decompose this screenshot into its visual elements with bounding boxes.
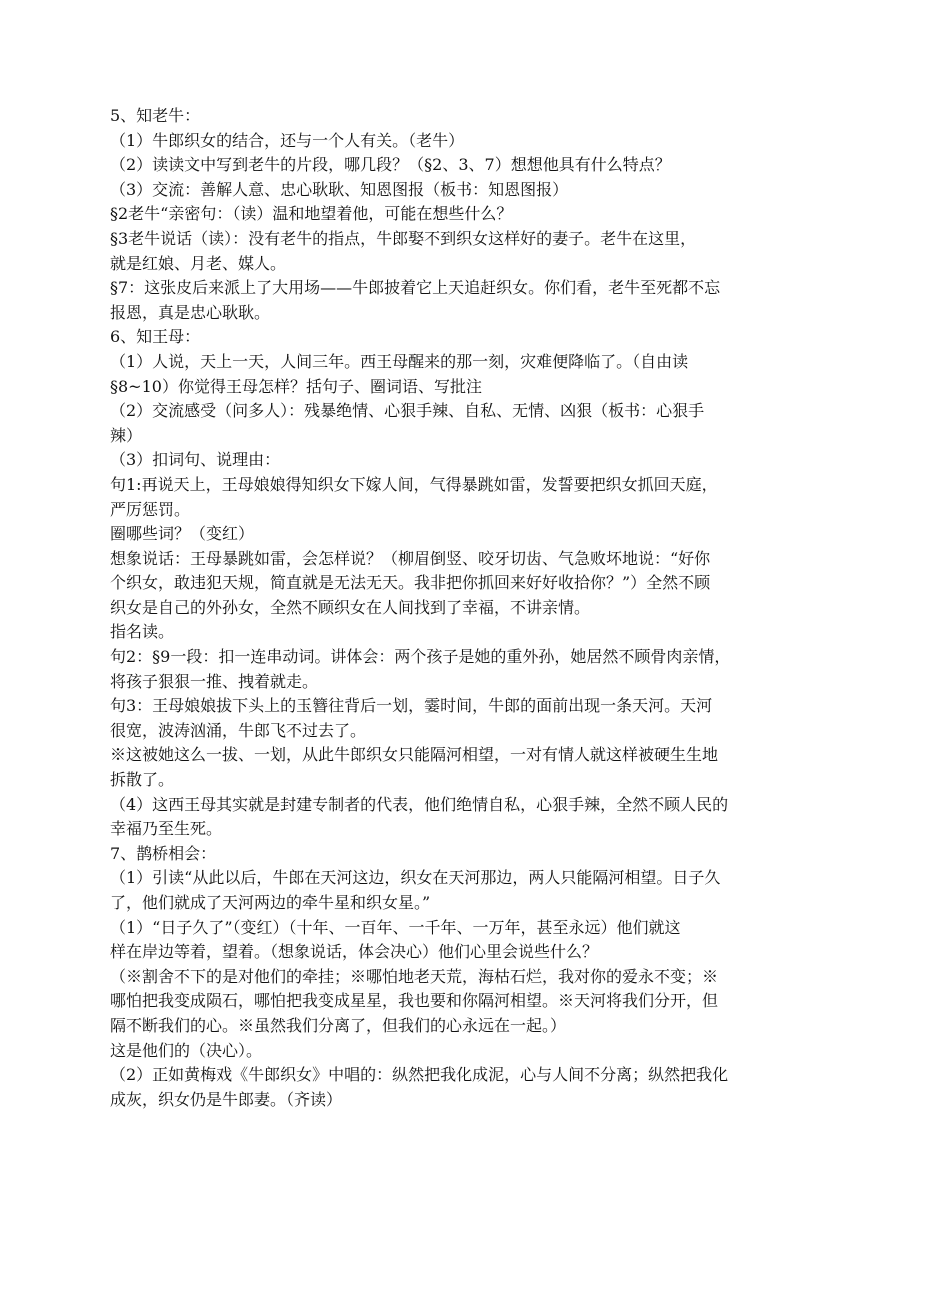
- text-line: 了，他们就成了天河两边的牵牛星和织女星。”: [110, 893, 431, 912]
- text-line: 样在岸边等着，望着。（想象说话，体会决心）他们心里会说些什么？: [110, 942, 599, 962]
- text-line: 句1:再说天上，王母娘娘得知织女下嫁人间，气得暴跳如雷，发誓要把织女抓回天庭，: [110, 474, 718, 494]
- text-line: （※割舍不下的是对他们的牵挂；※哪怕地老天荒，海枯石烂，我对你的爱永不变；※: [110, 966, 719, 986]
- text-line: 7、鹊桥相会：: [110, 843, 217, 863]
- text-line: （2）交流感受（问多人）：残暴绝情、心狠手辣、自私、无情、凶狠（板书：心狠手: [110, 401, 705, 421]
- text-line: 织女是自己的外孙女，全然不顾织女在人间找到了幸福，不讲亲情。: [110, 597, 591, 617]
- text-line: 将孩子狠狠一推、拽着就走。: [110, 671, 319, 691]
- text-line: 这是他们的（决心）。: [110, 1040, 263, 1060]
- document-page: [110, 104, 810, 1112]
- text-line: ※这被她这么一拔、一划，从此牛郎织女只能隔河相望，一对有情人就这样被硬生生地: [110, 745, 719, 765]
- text-line: （3）交流：善解人意、忠心耿耿、知恩图报（板书：知恩图报）: [110, 179, 569, 199]
- text-line: 圈哪些词？（变红）: [110, 524, 255, 544]
- text-line: 隔不断我们的心。※虽然我们分离了，但我们的心永远在一起。）: [110, 1015, 567, 1035]
- text-line: （2）正如黄梅戏《牛郎织女》中唱的：纵然把我化成泥，心与人间不分离；纵然把我化: [110, 1065, 729, 1085]
- text-line: 指名读。: [110, 622, 175, 642]
- text-line: §7：这张皮后来派上了大用场——牛郎披着它上天追赶织女。你们看，老牛至死都不忘: [110, 278, 721, 298]
- document-body: [110, 104, 810, 1112]
- text-line: （3）扣词句、说理由：: [110, 450, 281, 470]
- text-line: 哪怕把我变成陨石，哪怕把我变成星星，我也要和你隔河相望。※天河将我们分开，但: [110, 991, 719, 1011]
- text-line: 严厉惩罚。: [110, 499, 191, 519]
- text-line: 成灰，织女仍是牛郎妻。（齐读）: [110, 1089, 343, 1109]
- text-line: §2老牛“亲密句：（读）温和地望着他，可能在想些什么？: [110, 204, 513, 224]
- text-line: 个织女，敢违犯天规，简直就是无法无天。我非把你抓回来好好收拾你？”）全然不顾: [110, 573, 711, 593]
- text-line: 6、知王母：: [110, 327, 201, 347]
- text-line: （1）牛郎织女的结合，还与一个人有关。（老牛）: [110, 130, 465, 150]
- text-line: 拆散了。: [110, 770, 175, 790]
- text-line: 句3：王母娘娘拔下头上的玉簪往背后一划，霎时间，牛郎的面前出现一条天河。天河: [110, 696, 713, 716]
- text-line: 辣）: [110, 425, 143, 445]
- text-line: （1）“日子久了”（变红）（十年、一百年、一千年、一万年，甚至永远）他们就这: [110, 917, 681, 937]
- text-line: （2）读读文中写到老牛的片段，哪几段？（§2、3、7）想想他具有什么特点？: [110, 155, 671, 175]
- text-line: （1）引读“从此以后，牛郎在天河这边，织女在天河那边，两人只能隔河相望。日子久: [110, 868, 721, 888]
- text-line: 5、知老牛：: [110, 106, 201, 125]
- text-line: 就是红娘、月老、媒人。: [110, 253, 287, 273]
- text-line: 报恩，真是忠心耿耿。: [110, 302, 271, 322]
- text-line: §8~10）你觉得王母怎样？括句子、圈词语、写批注: [110, 376, 482, 396]
- text-line: （1）人说，天上一天，人间三年。西王母醒来的那一刻，灾难便降临了。（自由读: [110, 351, 689, 371]
- text-line: （4）这西王母其实就是封建专制者的代表，他们绝情自私，心狠手辣，全然不顾人民的: [110, 794, 729, 814]
- text-line: 幸福乃至生死。: [110, 819, 223, 839]
- text-line: 句2：§9一段：扣一连串动词。讲体会：两个孩子是她的重外孙，她居然不顾骨肉亲情，: [110, 647, 731, 667]
- text-line: 很宽，波涛汹涌，牛郎飞不过去了。: [110, 720, 367, 740]
- text-line: 想象说话：王母暴跳如雷，会怎样说？（柳眉倒竖、咬牙切齿、气急败坏地说：“好你: [110, 548, 711, 568]
- text-line: §3老牛说话（读）：没有老牛的指点，牛郎娶不到织女这样好的妻子。老牛在这里，: [110, 228, 697, 248]
